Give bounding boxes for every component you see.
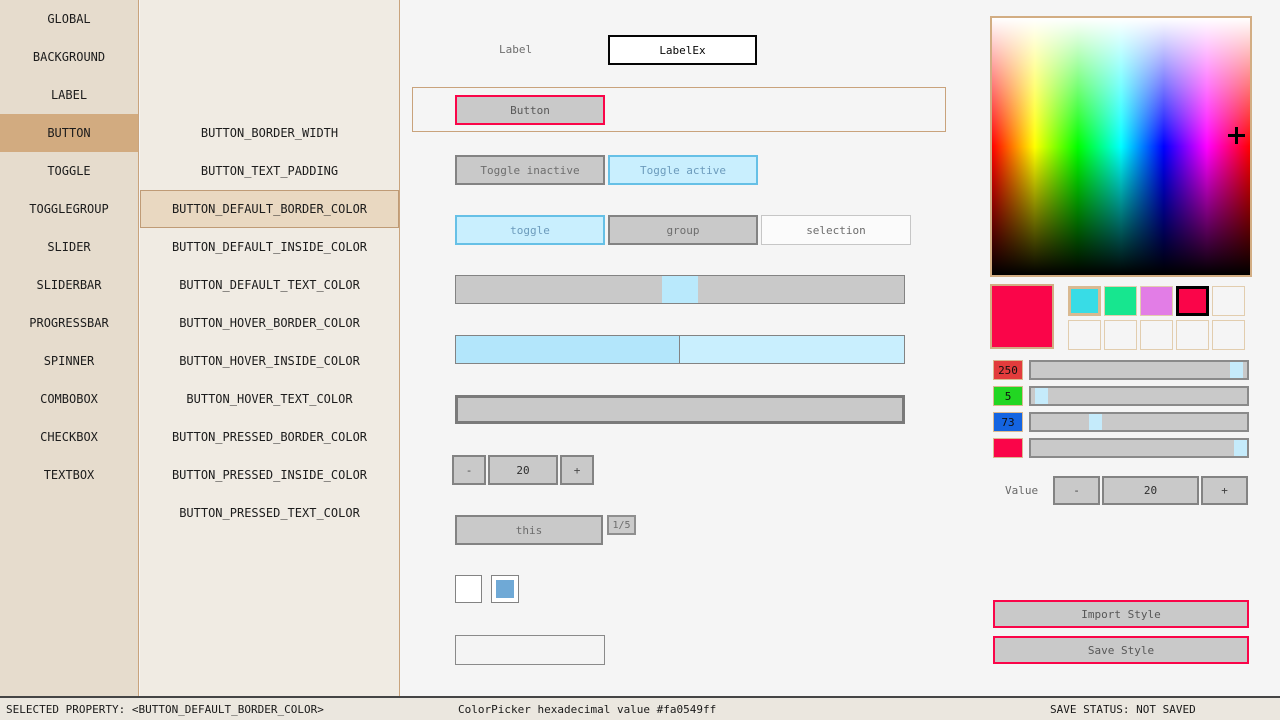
status-selected-property: SELECTED PROPERTY: <BUTTON_DEFAULT_BORDER_COLOR> — [6, 703, 324, 716]
green-channel-badge: 5 — [993, 386, 1023, 406]
sidebar-item-background[interactable]: BACKGROUND — [32, 50, 106, 64]
save-style-button[interactable]: Save Style — [993, 636, 1249, 664]
status-save-status: SAVE STATUS: NOT SAVED — [1050, 703, 1196, 716]
preview-spinner-minus-button[interactable]: - — [452, 455, 486, 485]
color-swatch-selected[interactable] — [1176, 286, 1209, 316]
preview-togglegroup-group[interactable]: group — [608, 215, 758, 245]
preview-progressbar — [455, 395, 905, 424]
color-swatch[interactable] — [1104, 286, 1137, 316]
red-channel-badge: 250 — [993, 360, 1023, 380]
property-item[interactable]: BUTTON_HOVER_INSIDE_COLOR — [179, 354, 360, 368]
red-channel-slider[interactable] — [1029, 360, 1249, 380]
preview-togglegroup-selection[interactable]: selection — [761, 215, 911, 245]
alpha-channel-slider[interactable] — [1029, 438, 1249, 458]
sidebar-item-button[interactable]: BUTTON — [0, 114, 138, 152]
preview-labelex[interactable]: LabelEx — [608, 35, 757, 65]
status-bar — [0, 696, 1280, 720]
value-label: Value — [1005, 484, 1039, 497]
alpha-slider-handle[interactable] — [1234, 440, 1247, 456]
sidebar-item-spinner[interactable]: SPINNER — [43, 354, 95, 368]
value-spinner — [1053, 476, 1248, 505]
properties-list — [140, 0, 400, 696]
color-swatch-empty[interactable] — [1212, 286, 1245, 316]
sidebar-item-toggle[interactable]: TOGGLE — [47, 164, 91, 178]
alpha-channel-badge — [993, 438, 1023, 458]
sidebar-item-sliderbar[interactable]: SLIDERBAR — [36, 278, 102, 292]
green-slider-handle[interactable] — [1035, 388, 1048, 404]
property-item[interactable]: BUTTON_DEFAULT_TEXT_COLOR — [179, 278, 360, 292]
green-channel-slider[interactable] — [1029, 386, 1249, 406]
preview-toggle-inactive[interactable]: Toggle inactive — [455, 155, 605, 185]
import-style-button[interactable]: Import Style — [993, 600, 1249, 628]
color-picker[interactable] — [990, 16, 1252, 277]
green-channel-row — [993, 386, 1249, 406]
preview-combobox[interactable]: this — [455, 515, 603, 545]
preview-sliderbar-fill — [456, 336, 680, 363]
sidebar-item-progressbar[interactable]: PROGRESSBAR — [29, 316, 109, 330]
property-item[interactable]: BUTTON_PRESSED_INSIDE_COLOR — [171, 468, 368, 482]
property-item-selected[interactable]: BUTTON_DEFAULT_BORDER_COLOR — [140, 190, 399, 228]
preview-spinner — [452, 455, 594, 485]
sidebar-item-togglegroup[interactable]: TOGGLEGROUP — [29, 202, 109, 216]
status-hex-value: ColorPicker hexadecimal value #fa0549ff — [458, 703, 717, 716]
preview-textbox[interactable] — [455, 635, 605, 665]
property-item[interactable]: BUTTON_DEFAULT_INSIDE_COLOR — [171, 240, 368, 254]
color-swatch[interactable] — [1068, 286, 1101, 316]
controls-list — [0, 0, 139, 696]
property-item[interactable]: BUTTON_HOVER_BORDER_COLOR — [179, 316, 360, 330]
color-swatch-empty[interactable] — [1176, 320, 1209, 350]
preview-panel — [400, 0, 960, 696]
property-item[interactable]: BUTTON_PRESSED_TEXT_COLOR — [179, 506, 360, 520]
blue-channel-row — [993, 412, 1249, 432]
preview-checkbox-checked[interactable] — [491, 575, 519, 603]
preview-button[interactable]: Button — [455, 95, 605, 125]
sidebar-item-global[interactable]: GLOBAL — [47, 12, 91, 26]
blue-channel-badge: 73 — [993, 412, 1023, 432]
red-channel-row — [993, 360, 1249, 380]
sidebar-item-checkbox[interactable]: CHECKBOX — [40, 430, 98, 444]
color-picker-cursor-icon[interactable] — [1228, 127, 1245, 144]
preview-spinner-value[interactable]: 20 — [488, 455, 558, 485]
preview-checkbox-unchecked[interactable] — [455, 575, 482, 603]
preview-slider[interactable] — [455, 275, 905, 304]
current-color-swatch — [990, 284, 1054, 349]
color-swatch-empty[interactable] — [1140, 320, 1173, 350]
color-swatch-empty[interactable] — [1068, 320, 1101, 350]
preview-label: Label — [499, 43, 533, 56]
blue-channel-slider[interactable] — [1029, 412, 1249, 432]
preview-slider-handle[interactable] — [662, 276, 698, 303]
value-spinner-plus-button[interactable]: + — [1201, 476, 1248, 505]
red-slider-handle[interactable] — [1230, 362, 1243, 378]
preview-spinner-plus-button[interactable]: + — [560, 455, 594, 485]
preview-sliderbar-rest — [680, 336, 904, 363]
color-swatch[interactable] — [1140, 286, 1173, 316]
preview-sliderbar[interactable] — [455, 335, 905, 364]
blue-slider-handle[interactable] — [1089, 414, 1102, 430]
property-item[interactable]: BUTTON_TEXT_PADDING — [200, 164, 339, 178]
value-spinner-minus-button[interactable]: - — [1053, 476, 1100, 505]
preview-combobox-counter[interactable]: 1/5 — [607, 515, 636, 535]
property-item[interactable]: BUTTON_PRESSED_BORDER_COLOR — [171, 430, 368, 444]
color-panel — [960, 0, 1280, 696]
sidebar-item-combobox[interactable]: COMBOBOX — [40, 392, 98, 406]
alpha-channel-row — [993, 438, 1249, 458]
color-swatch-empty[interactable] — [1212, 320, 1245, 350]
property-item[interactable]: BUTTON_HOVER_TEXT_COLOR — [186, 392, 353, 406]
sidebar-item-slider[interactable]: SLIDER — [47, 240, 91, 254]
checkbox-checkmark — [496, 580, 514, 598]
value-spinner-value[interactable]: 20 — [1102, 476, 1199, 505]
color-swatch-empty[interactable] — [1104, 320, 1137, 350]
preview-togglegroup-toggle[interactable]: toggle — [455, 215, 605, 245]
preview-toggle-active[interactable]: Toggle active — [608, 155, 758, 185]
sidebar-item-textbox[interactable]: TEXTBOX — [43, 468, 95, 482]
property-item[interactable]: BUTTON_BORDER_WIDTH — [200, 126, 339, 140]
sidebar-item-label[interactable]: LABEL — [50, 88, 88, 102]
